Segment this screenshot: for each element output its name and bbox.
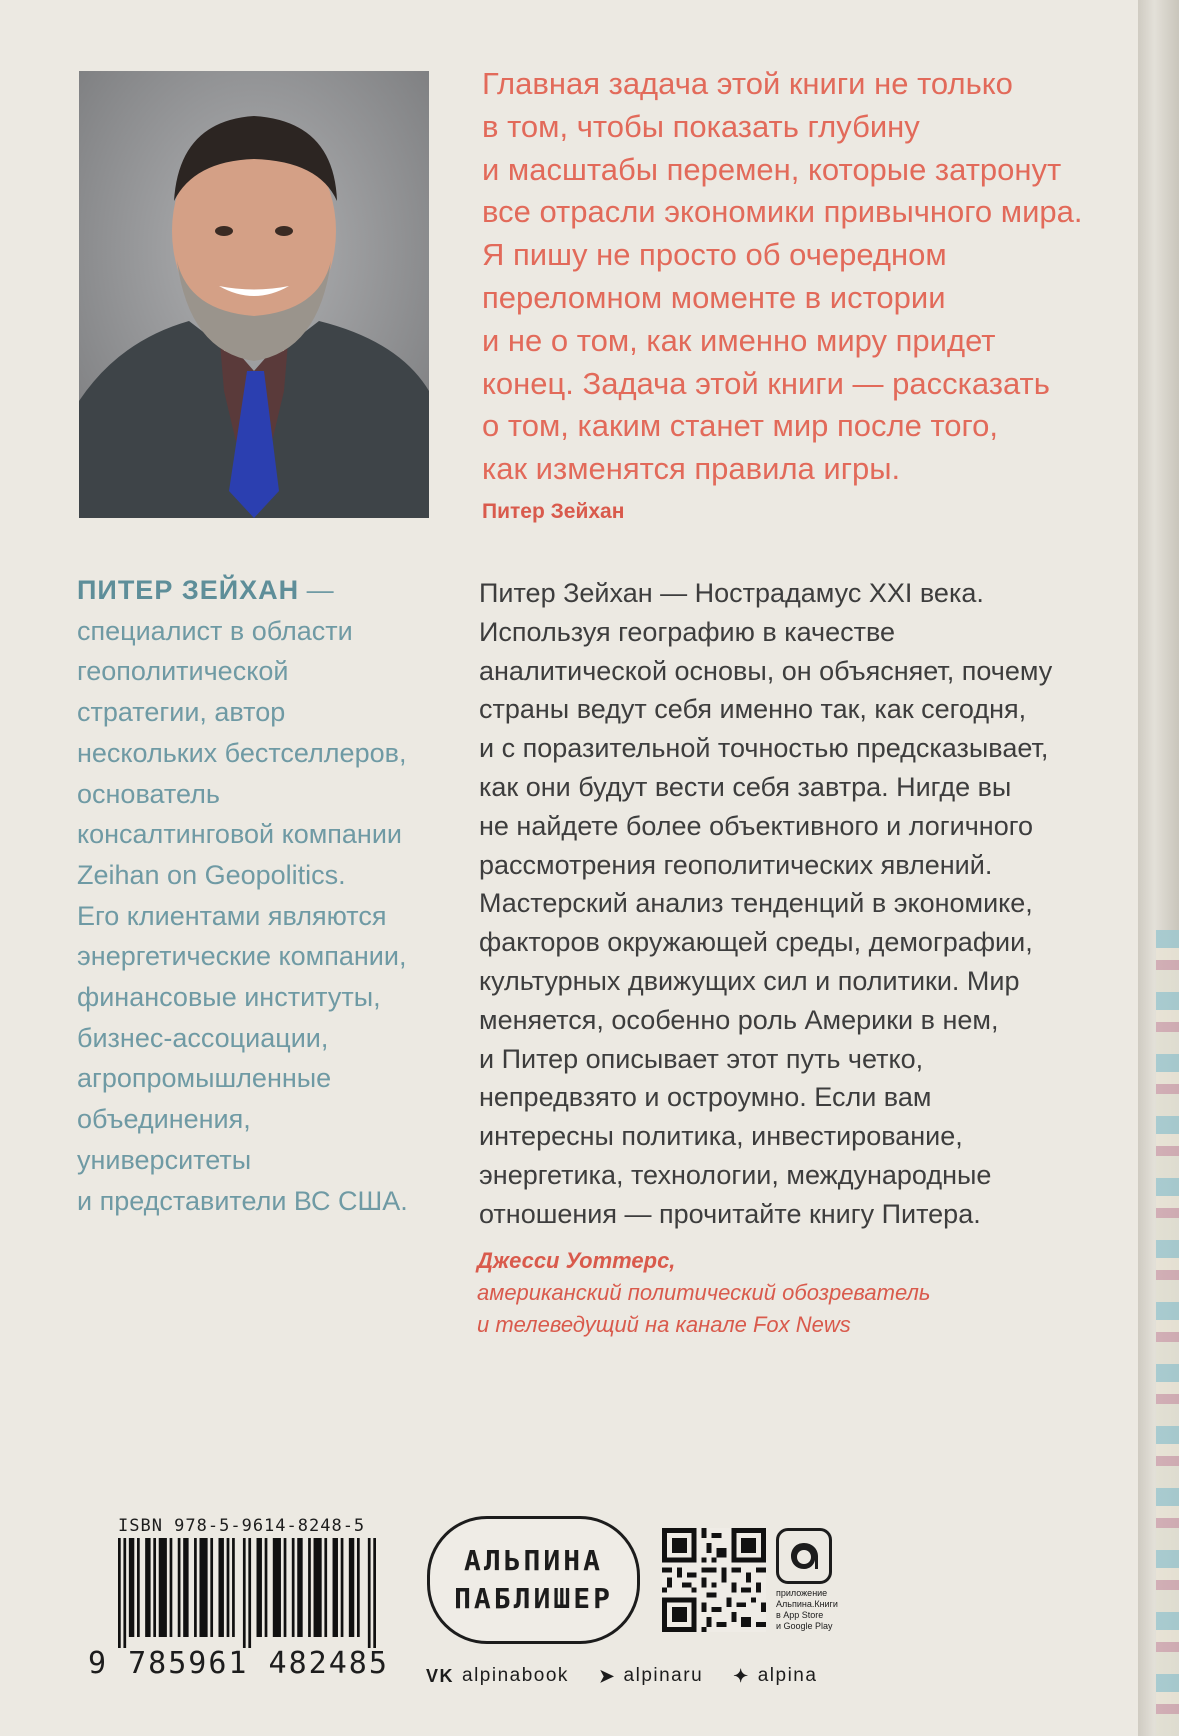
isbn-barcode <box>88 1516 389 1681</box>
review-text: Питер Зейхан — Нострадамус XXI века. Используя географию в качестве аналитической основы, он объясняет, почему страны ведут себя именно так, как сегодня, и с поразительной точностью предсказывает, как они будут вести себя завтра. Нигде вы не найдете более объективного и логичного рассмотрения геополитических явлений. Мастерский анализ тенденций в экономике, факторов окружающей среды, демографии, культурных движущих сил и политики. Мир меняется, особенно роль Америки в нем, и Питер описывает этот путь четко, непредвзято и остроумно. Если вам интересны политика, инвестирование, энергетика, технологии, международные отношения — прочитайте книгу Питера. <box>479 578 1053 1229</box>
app-promo <box>776 1528 846 1632</box>
author-name: ПИТЕР ЗЕЙХАН <box>77 575 300 605</box>
social-dzen-label: alpina <box>757 1665 818 1686</box>
social-vk[interactable] <box>426 1665 569 1687</box>
alpina-app-icon <box>776 1528 832 1584</box>
barcode-bars <box>118 1538 376 1648</box>
social-telegram[interactable] <box>599 1665 703 1687</box>
review-author-role-2: и телеведущий на канале Fox News <box>477 1312 851 1337</box>
bio-dash: — <box>299 575 334 605</box>
review-author-name: Джесси Уоттерс, <box>477 1248 676 1273</box>
publisher-line-2: ПАБЛИШЕР <box>454 1582 613 1615</box>
adjacent-book-edge <box>1156 930 1179 1736</box>
barcode-digits: 9 785961 482485 <box>88 1646 389 1681</box>
social-links <box>426 1661 817 1691</box>
qr-code <box>662 1528 766 1632</box>
isbn-label: ISBN 978-5-9614-8248-5 <box>118 1516 366 1536</box>
telegram-icon: ➤ <box>598 1665 616 1686</box>
social-dzen[interactable] <box>733 1665 817 1687</box>
review-author-role-1: американский политический обозреватель <box>477 1280 931 1305</box>
author-bio <box>77 570 457 1221</box>
review-author <box>477 1245 930 1341</box>
vk-icon: VK <box>426 1665 455 1686</box>
featured-quote: Главная задача этой книги не только в том, чтобы показать глубину и масштабы перемен, которые затронут все отрасли экономики привычного мира. Я пишу не просто об очередном переломном моменте в истории и не о том, как именно миру придет конец. Задача этой книги — рассказать о том, каким станет мир после того, как изменятся правила игры. <box>482 66 1083 487</box>
bio-text: специалист в области геополитической стратегии, автор нескольких бестселлеров, основатель консалтинговой компании Zeihan on Geopolitics. Его клиентами являются энергетические компании, финансовые институты, бизнес-ассоциации, агропромышленные объединения, университеты и представители ВС США. <box>77 615 408 1216</box>
publisher-line-1: АЛЬПИНА <box>463 1544 603 1577</box>
app-promo-text: приложение Альпина.Книги в App Store и Google Play <box>776 1588 838 1631</box>
social-vk-label: alpinabook <box>462 1665 569 1686</box>
author-photo <box>79 71 429 518</box>
quote-author: Питер Зейхан <box>482 500 625 523</box>
publisher-logo <box>427 1516 640 1644</box>
dzen-icon: ✦ <box>733 1665 750 1686</box>
social-telegram-label: alpinaru <box>623 1665 704 1686</box>
